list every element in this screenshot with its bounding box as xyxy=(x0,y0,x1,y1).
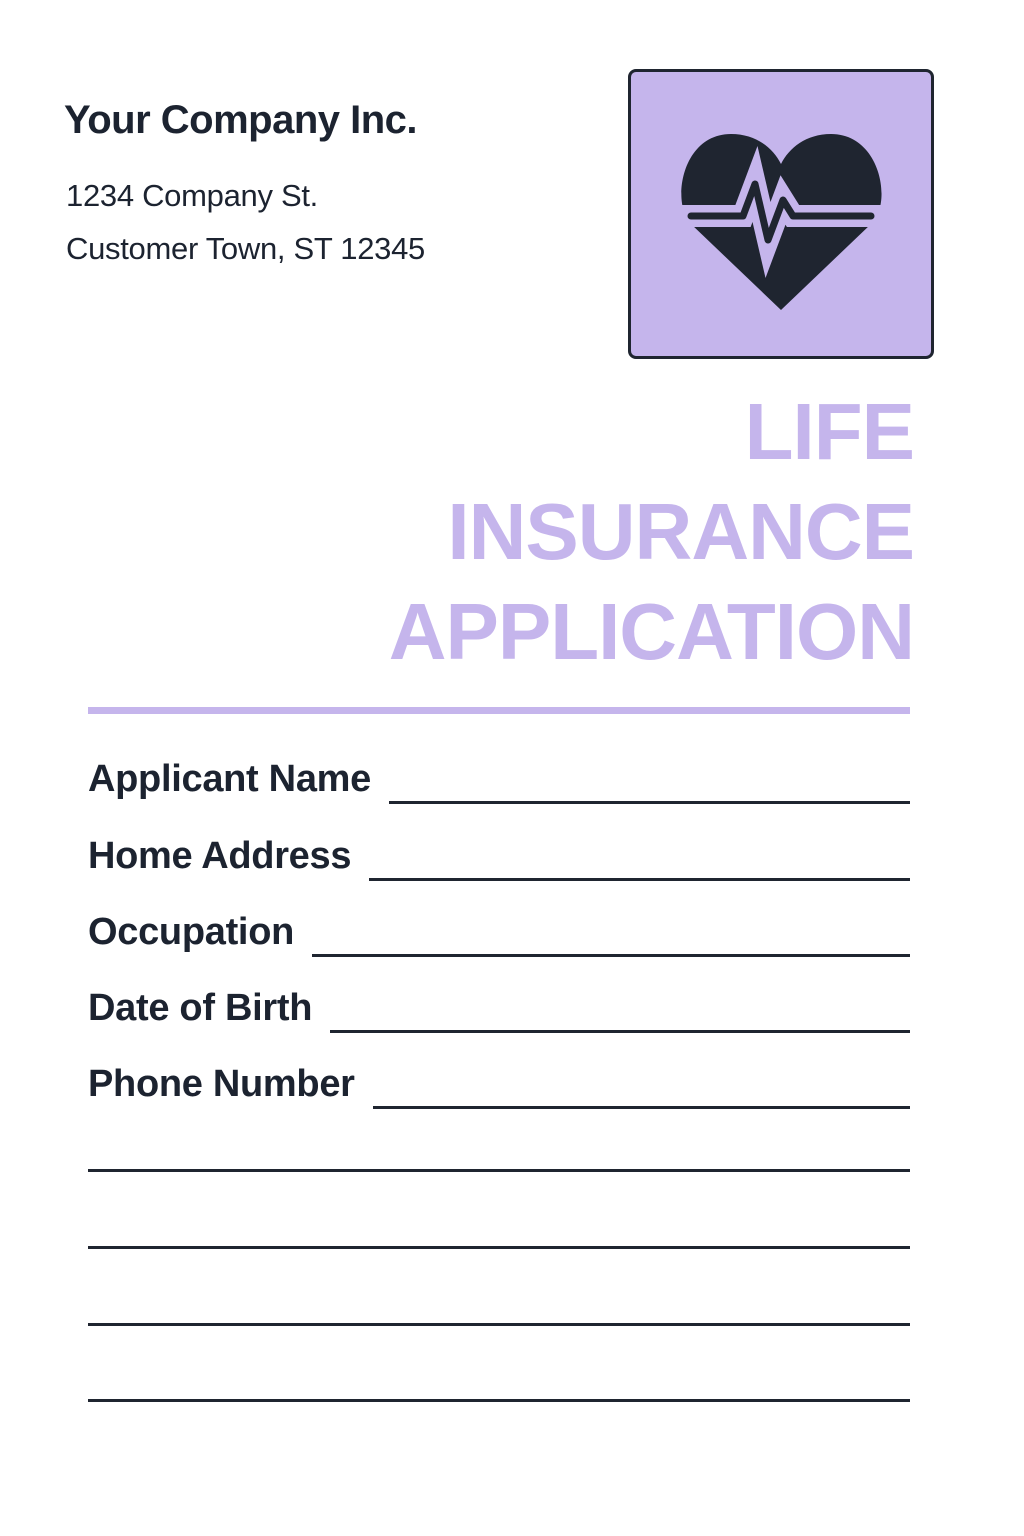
phone-number-input-line[interactable] xyxy=(373,1106,910,1109)
applicant-name-label: Applicant Name xyxy=(88,758,371,800)
occupation-input-line[interactable] xyxy=(312,954,910,957)
occupation-label: Occupation xyxy=(88,911,295,953)
date-of-birth-label: Date of Birth xyxy=(88,987,313,1029)
date-of-birth-field[interactable] xyxy=(88,987,910,1033)
company-address-line-1: 1234 Company St. xyxy=(66,178,318,213)
applicant-name-field[interactable] xyxy=(88,758,910,804)
occupation-field[interactable] xyxy=(88,911,910,957)
home-address-input-line[interactable] xyxy=(369,878,910,881)
company-name: Your Company Inc. xyxy=(64,98,418,142)
home-address-field[interactable] xyxy=(88,835,910,881)
blank-line[interactable] xyxy=(88,1169,910,1172)
phone-number-label: Phone Number xyxy=(88,1063,355,1105)
title-line-3: APPLICATION xyxy=(388,587,914,676)
blank-line[interactable] xyxy=(88,1246,910,1249)
title-line-2: INSURANCE xyxy=(447,487,914,576)
heart-pulse-icon xyxy=(631,72,931,356)
home-address-label: Home Address xyxy=(88,835,352,877)
company-address-line-2: Customer Town, ST 12345 xyxy=(66,231,425,266)
blank-line[interactable] xyxy=(88,1323,910,1326)
applicant-name-input-line[interactable] xyxy=(389,801,910,804)
logo-badge xyxy=(628,69,934,359)
date-of-birth-input-line[interactable] xyxy=(330,1030,910,1033)
blank-line[interactable] xyxy=(88,1399,910,1402)
title-line-1: LIFE xyxy=(744,387,914,476)
title-divider xyxy=(88,707,910,714)
phone-number-field[interactable] xyxy=(88,1063,910,1109)
